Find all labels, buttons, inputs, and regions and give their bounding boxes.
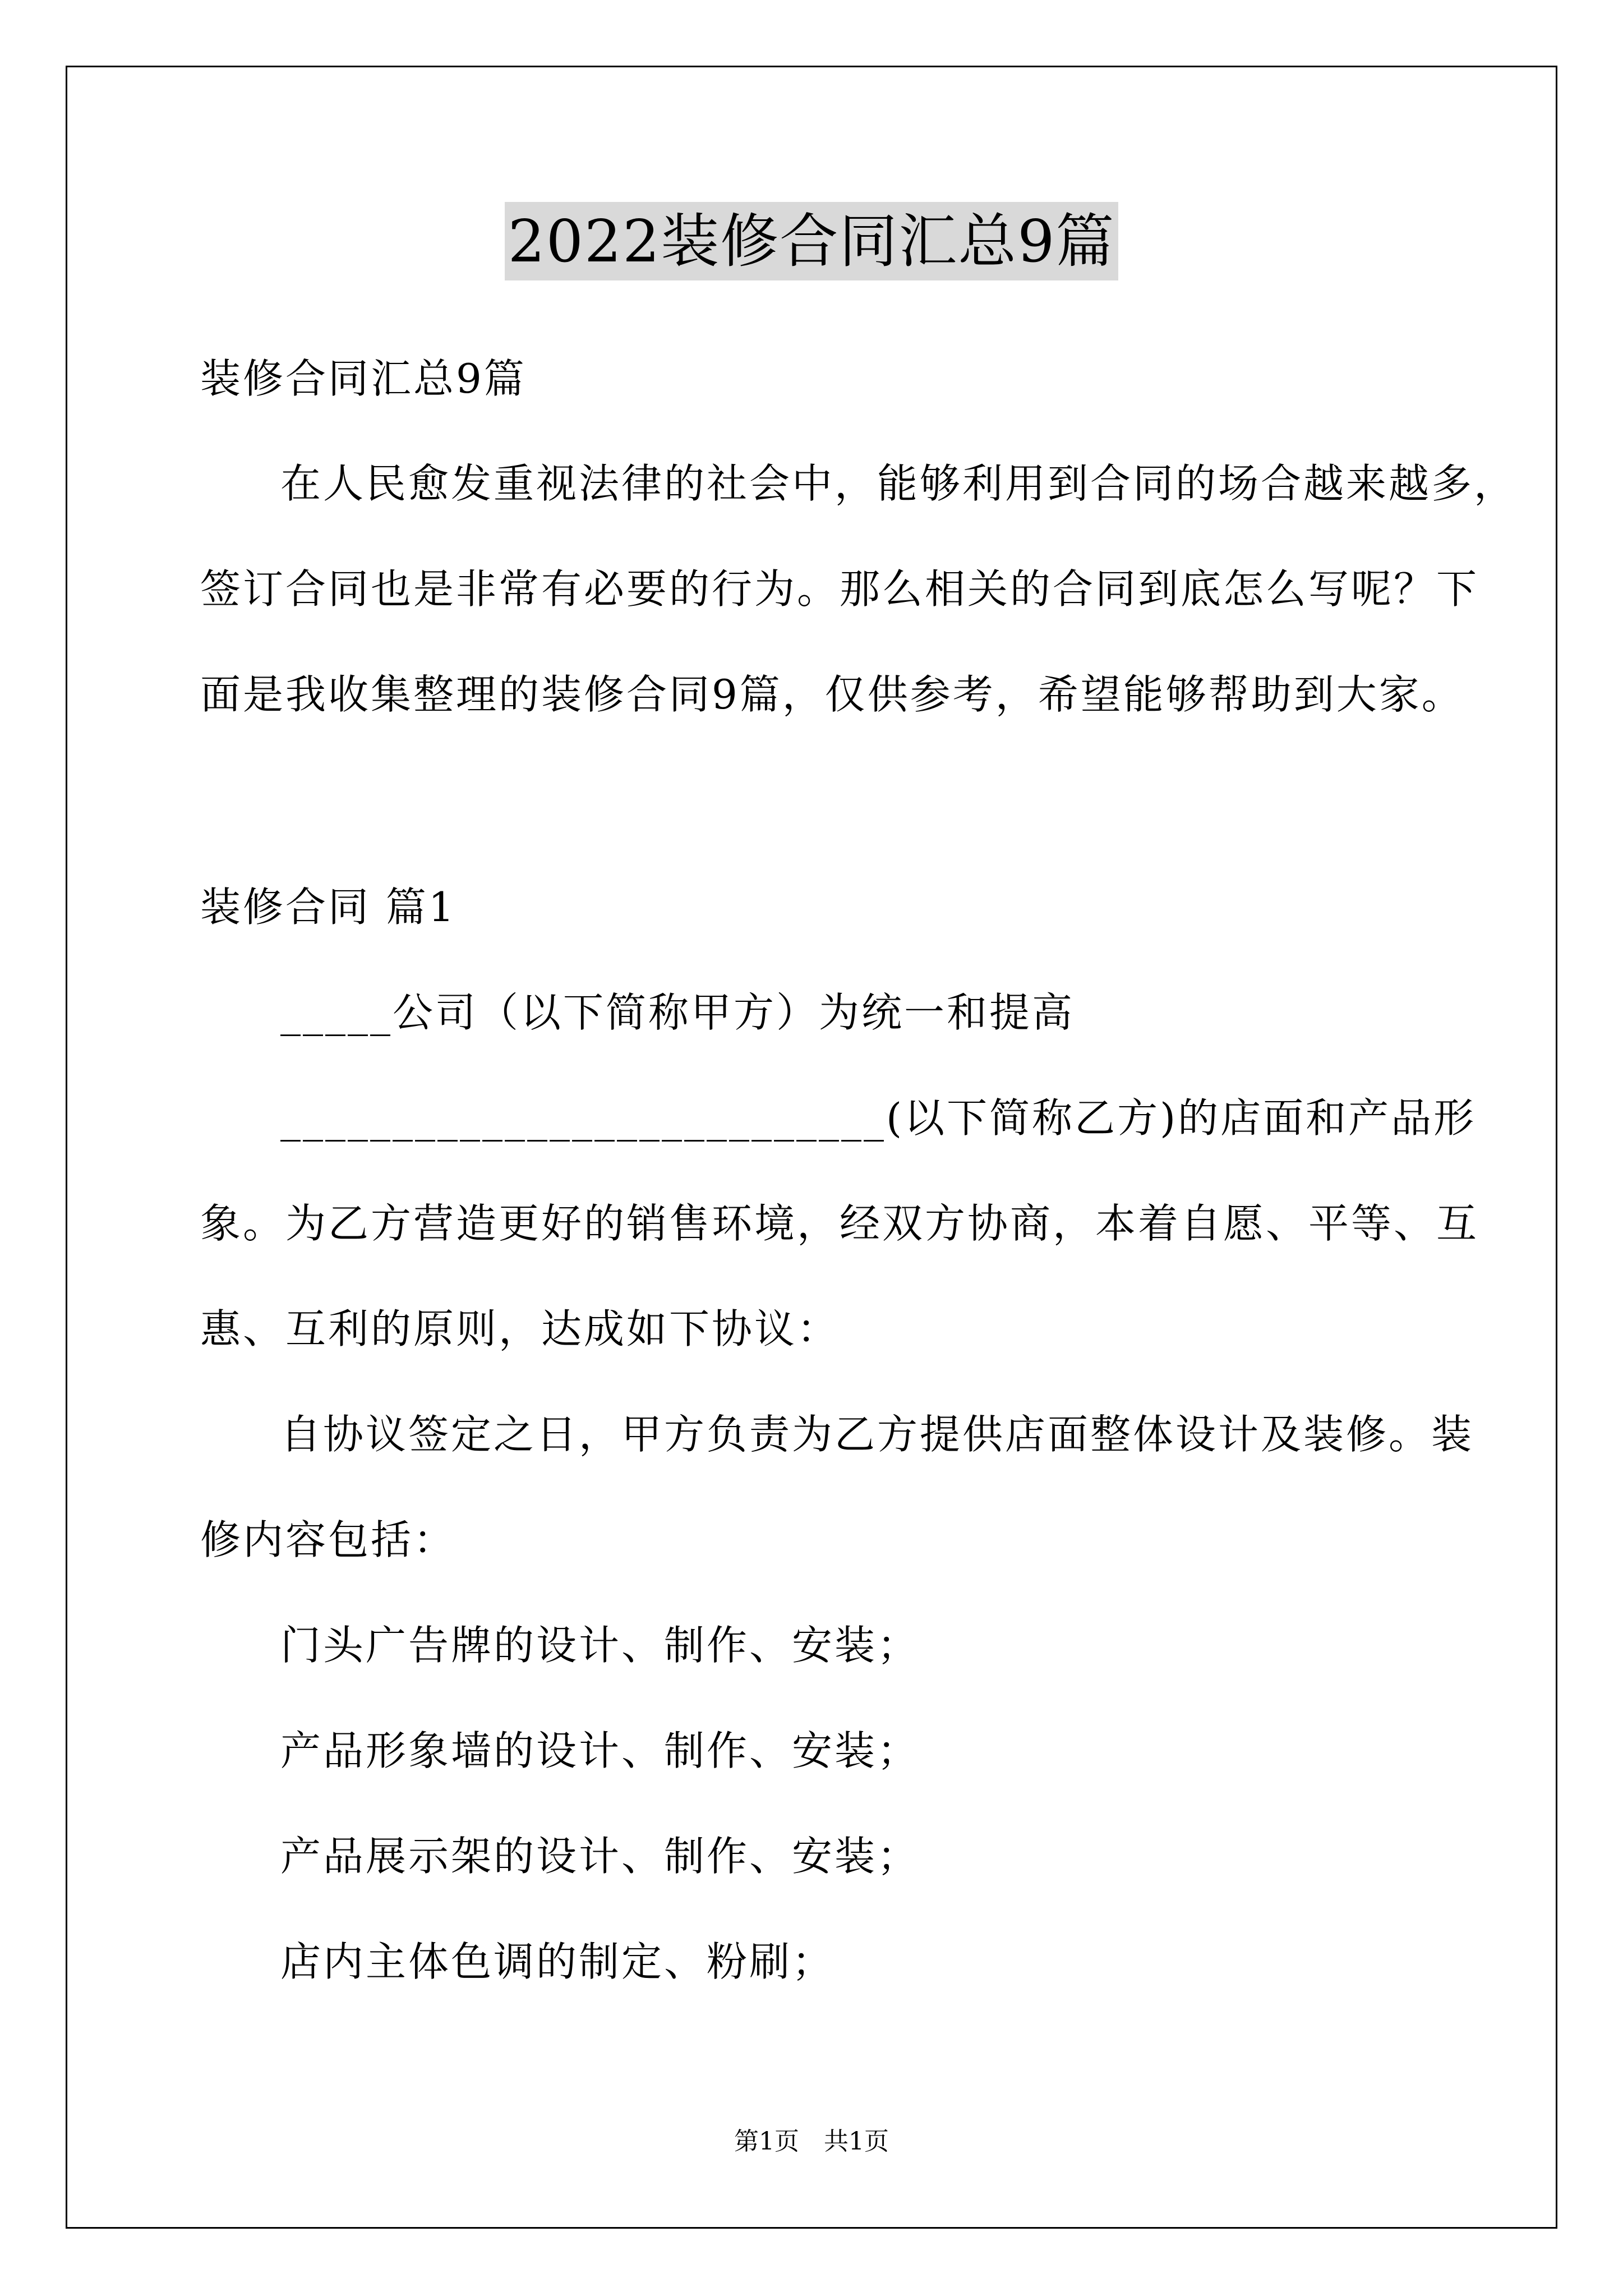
body-line: 产品形象墙的设计、制作、安装； bbox=[280, 1727, 920, 1774]
section-heading: 装修合同 篇1 bbox=[200, 884, 457, 931]
body-line: 自协议签定之日，甲方负责为乙方提供店面整体设计及装修。装 bbox=[280, 1411, 1474, 1458]
body-line: ___________________________(以下简称乙方)的店面和产品形 bbox=[280, 1094, 1477, 1142]
document-title: 2022装修合同汇总9篇 bbox=[505, 202, 1119, 280]
body-line: 象。为乙方营造更好的销售环境，经双方协商，本着自愿、平等、互 bbox=[200, 1200, 1479, 1247]
intro-line: 面是我收集整理的装修合同9篇，仅供参考，希望能够帮助到大家。 bbox=[200, 671, 1464, 718]
body-line: 惠、互利的原则，达成如下协议： bbox=[200, 1305, 840, 1352]
body-line: 产品展示架的设计、制作、安装； bbox=[280, 1833, 920, 1880]
body-line: 门头广告牌的设计、制作、安装； bbox=[280, 1622, 920, 1669]
intro-line: 在人民愈发重视法律的社会中，能够利用到合同的场合越来越多， bbox=[280, 460, 1517, 507]
intro-line: 签订合同也是非常有必要的行为。那么相关的合同到底怎么写呢？下 bbox=[200, 565, 1479, 613]
title-wrap bbox=[0, 202, 1623, 280]
page-footer: 第1页 共1页 bbox=[734, 2127, 889, 2156]
document-subtitle: 装修合同汇总9篇 bbox=[200, 355, 527, 402]
body-line: _____公司（以下简称甲方）为统一和提高 bbox=[280, 989, 1075, 1036]
body-line: 修内容包括： bbox=[200, 1516, 457, 1563]
body-line: 店内主体色调的制定、粉刷； bbox=[280, 1938, 835, 1985]
